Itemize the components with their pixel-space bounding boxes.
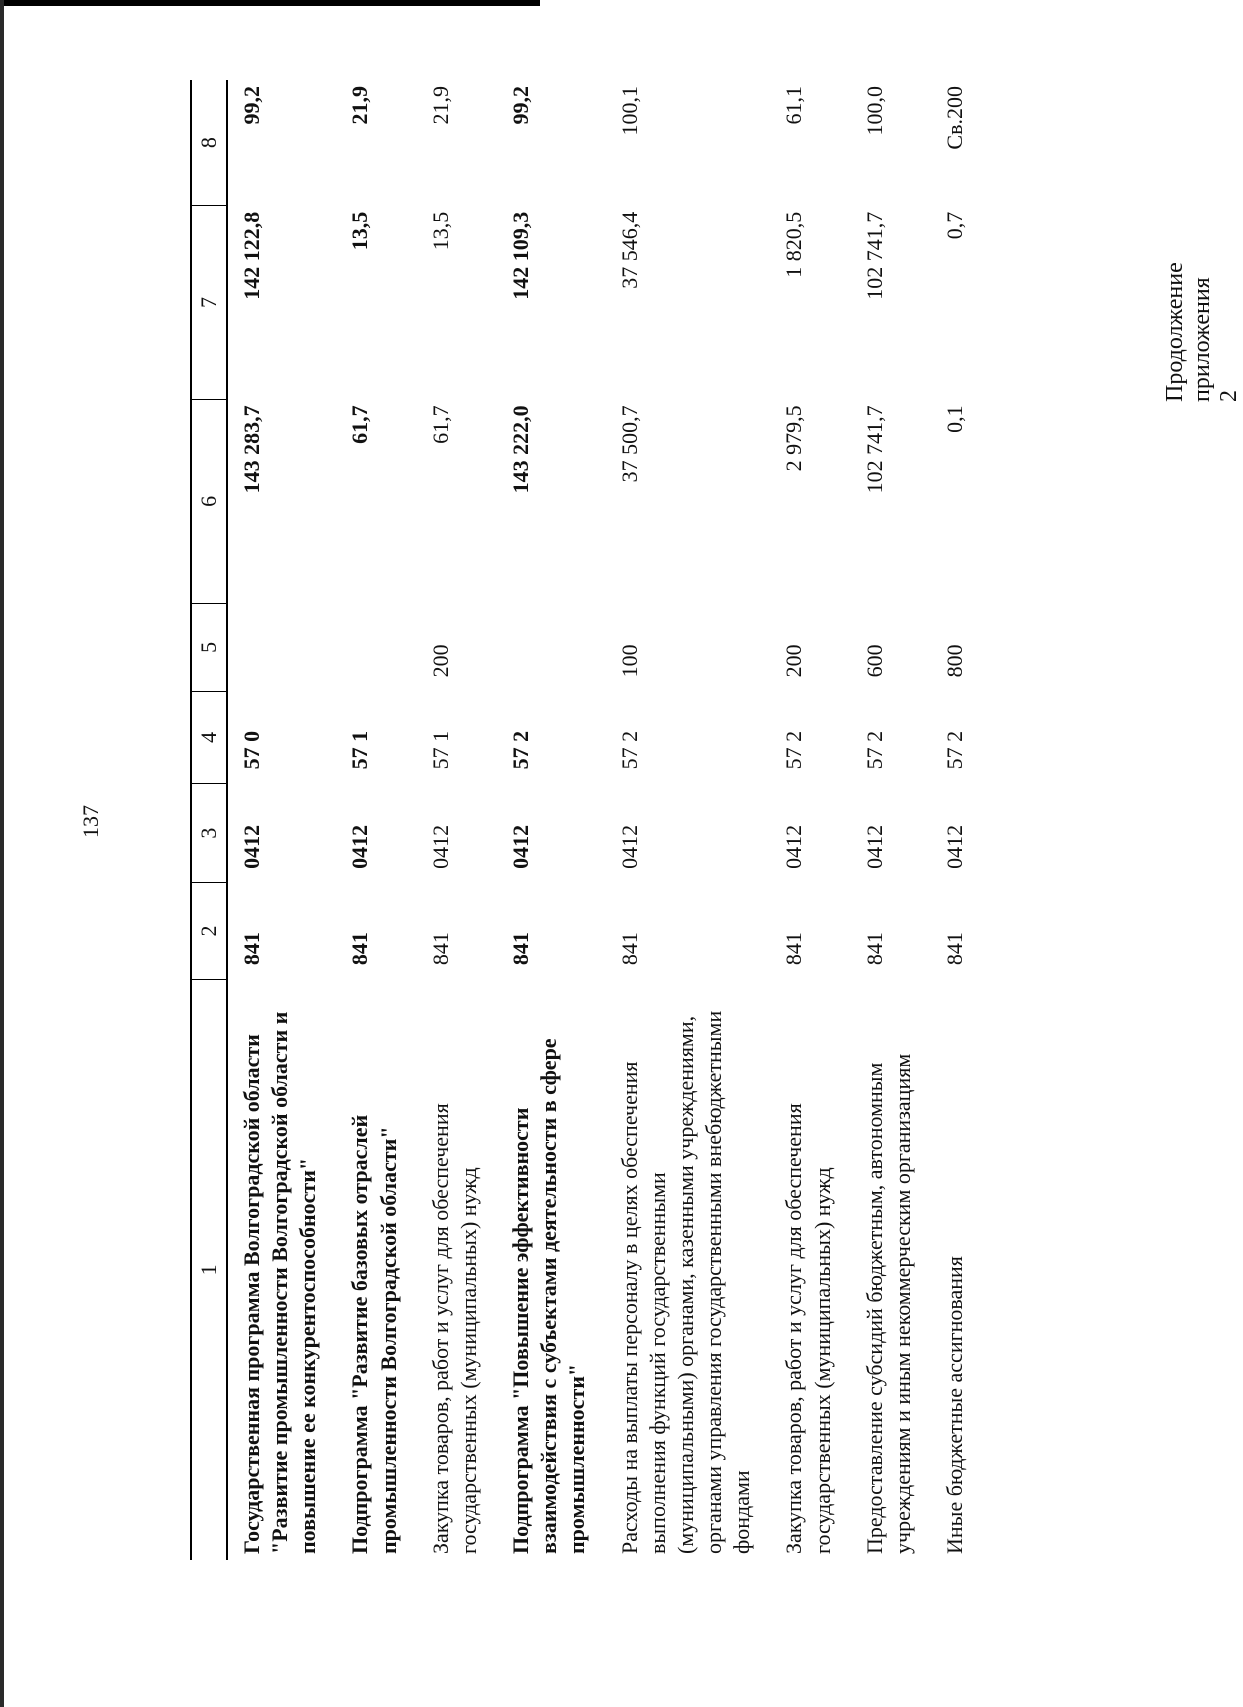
cell-expense-type (227, 603, 336, 691)
row-description: Государственная программа Волгоградской области "Развитие промышленности Волгоградской области и повышение ее конкурентоспособности" (239, 1011, 321, 1554)
cell-ministry: 841 (616, 932, 642, 966)
header-col-1: 1 (191, 979, 227, 1560)
cell-executed: 13,5 (347, 211, 373, 251)
row-description: Закупка товаров, работ и услуг для обеспечения государственных (муниципальных) нужд (427, 1103, 481, 1554)
cell-program: 57 2 (941, 730, 967, 770)
cell-executed: 142 109,3 (508, 211, 534, 300)
cell-executed: 13,5 (427, 211, 453, 251)
cell-ministry: 841 (941, 932, 967, 966)
cell-section: 0412 (508, 824, 534, 869)
budget-table (190, 80, 983, 1560)
header-col-7: 7 (191, 206, 227, 400)
cell-percent: 99,2 (508, 86, 534, 125)
cell-section: 0412 (347, 824, 373, 869)
header-col-5: 5 (191, 603, 227, 691)
header-col-2: 2 (191, 883, 227, 979)
row-description: Подпрограмма "Развитие базовых отраслей промышленности Волгоградской области" (347, 1114, 401, 1554)
cell-expense-type: 200 (781, 644, 807, 678)
cell-executed: 0,7 (941, 211, 967, 240)
cell-executed: 37 546,4 (616, 211, 642, 289)
table-row (227, 80, 336, 1560)
cell-approved: 143 222,0 (508, 405, 534, 494)
cell-ministry: 841 (508, 932, 534, 966)
cell-approved: 143 283,7 (239, 405, 264, 494)
row-description: Закупка товаров, работ и услуг для обеспечения государственных (муниципальных) нужд (781, 1103, 835, 1554)
cell-percent: 100,1 (616, 86, 642, 136)
cell-program: 57 2 (616, 730, 642, 770)
table-row (851, 80, 931, 1560)
table-row (497, 80, 605, 1560)
cell-expense-type (336, 603, 416, 691)
table-row (336, 80, 416, 1560)
scan-left-edge (0, 0, 4, 1707)
cell-program: 57 1 (427, 730, 453, 770)
cell-approved: 102 741,7 (861, 405, 887, 494)
cell-percent: 61,1 (781, 86, 807, 125)
row-description: Расходы на выплаты персоналу в целях обеспечения выполнения функций государственными (муниципальными) органами, казенными учреждениями, органами управления государственными внебюджетными фондами (616, 1010, 755, 1554)
cell-approved: 0,1 (941, 405, 967, 433)
cell-ministry: 841 (861, 932, 887, 966)
table-row (770, 80, 850, 1560)
cell-percent: 100,0 (861, 86, 887, 136)
cell-ministry: 841 (781, 932, 807, 966)
cell-section: 0412 (616, 824, 642, 869)
cell-approved: 37 500,7 (616, 405, 642, 483)
row-description: Подпрограмма "Повышение эффективности взаимодействия с субъектами деятельности в сфере промышленности" (508, 1038, 590, 1554)
cell-expense-type (497, 603, 605, 691)
cell-percent: 21,9 (347, 86, 373, 125)
header-col-6: 6 (191, 399, 227, 603)
cell-section: 0412 (941, 824, 967, 869)
cell-executed: 1 820,5 (781, 211, 807, 278)
row-description: Иные бюджетные ассигнования (941, 1256, 967, 1554)
cell-ministry: 841 (347, 932, 373, 966)
cell-section: 0412 (427, 824, 453, 869)
cell-ministry: 841 (239, 932, 264, 966)
row-description: Предоставление субсидий бюджетным, автономным учреждениям и иным некоммерческим организациям (861, 1053, 915, 1554)
cell-ministry: 841 (427, 932, 453, 966)
cell-approved: 61,7 (347, 405, 373, 444)
cell-percent: Св.200 (941, 86, 967, 150)
cell-program: 57 2 (508, 730, 534, 770)
cell-program: 57 2 (781, 730, 807, 770)
cell-percent: 99,2 (239, 86, 264, 125)
header-col-3: 3 (191, 783, 227, 882)
table-row (417, 80, 497, 1560)
page-number: 137 (78, 805, 103, 838)
cell-program: 57 0 (239, 730, 264, 770)
table-row (606, 80, 771, 1560)
cell-expense-type: 600 (861, 644, 887, 678)
cell-approved: 2 979,5 (781, 405, 807, 472)
cell-expense-type: 100 (616, 644, 642, 678)
header-row (191, 80, 227, 1560)
cell-section: 0412 (239, 824, 264, 869)
cell-approved: 61,7 (427, 405, 453, 444)
cell-expense-type: 800 (941, 644, 967, 678)
cell-percent: 21,9 (427, 86, 453, 125)
cell-executed: 102 741,7 (861, 211, 887, 300)
cell-section: 0412 (781, 824, 807, 869)
cell-program: 57 2 (861, 730, 887, 770)
cell-section: 0412 (861, 824, 887, 869)
continuation-caption: Продолжение приложения 2 (1162, 262, 1242, 402)
rotated-table-frame (190, 0, 990, 1560)
header-col-4: 4 (191, 691, 227, 783)
table-row (931, 80, 983, 1560)
cell-program: 57 1 (347, 730, 373, 770)
cell-executed: 142 122,8 (239, 211, 264, 300)
header-col-8: 8 (191, 80, 227, 206)
cell-expense-type: 200 (427, 644, 453, 678)
